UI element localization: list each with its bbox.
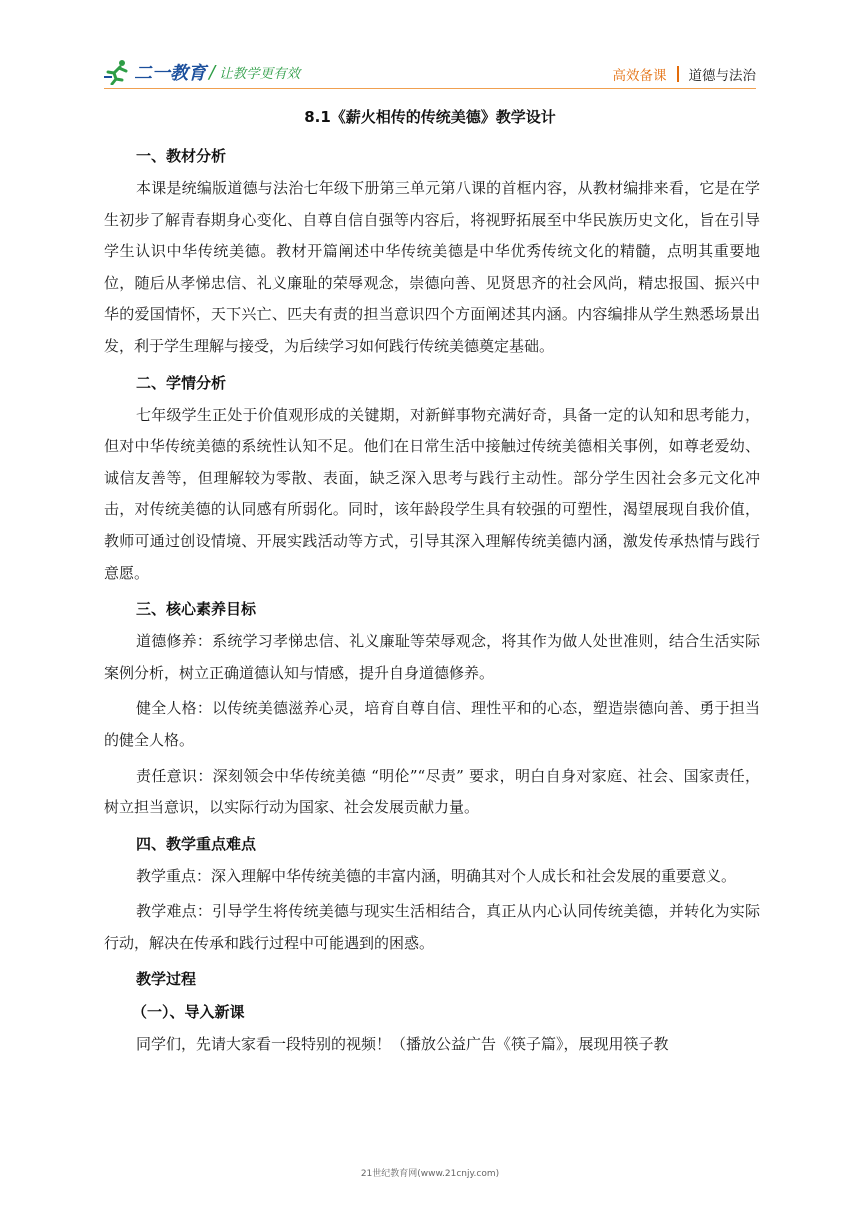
header-subject-label: 道德与法治 [688,68,756,84]
brand-logo[interactable] [104,58,300,86]
header-divider-line [104,88,756,89]
page-header [104,56,756,88]
header-left-label: 高效备课 [612,68,667,84]
subsection-heading-intro: （一）、导入新课 [132,1003,245,1022]
paragraph: 同学们，先请大家看一段特别的视频！（播放公益广告《筷子篇》，展现用筷子教 [136,1035,669,1054]
logo-divider: / [209,61,216,83]
section-heading-student-analysis: 二、学情分析 [136,373,227,392]
paragraph: 七年级学生正处于价值观形成的关键期，对新鲜事物充满好奇，具备一定的认知和思考能力，但对中华传统美德的系统性认知不足。他们在日常生活中接触过传统美德相关事例，如尊老爱幼、诚信友善等，但理解较为零散、表面，缺乏深入思考与践行主动性。部分学生因社会多元文化冲击，对传统美德的认同感有所弱化。同时，该年龄段学生具有较强的可塑性，渴望展现自我价值，教师可通过创设情境、开展实践活动等方式，引导其深入理解传统美德内涵，激发传承热情与践行意愿。 [104,405,760,582]
paragraph: 健全人格：以传统美德滋养心灵，培育自尊自信、理性平和的心态，塑造崇德向善、勇于担当的健全人格。 [104,699,760,749]
document-body [104,140,760,1065]
header-separator [677,66,679,82]
document-title: 8.1《薪火相传的传统美德》教学设计 [304,108,556,126]
section-heading-teaching-process: 教学过程 [136,970,197,989]
section-heading-core-goals: 三、核心素养目标 [136,600,257,619]
header-category [613,64,757,84]
running-man-icon [104,59,132,85]
paragraph: 教学难点：引导学生将传统美德与现实生活相结合，真正从内心认同传统美德，并转化为实际行动，解决在传承和践行过程中可能遇到的困惑。 [104,902,760,952]
paragraph: 教学重点：深入理解中华传统美德的丰富内涵，明确其对个人成长和社会发展的重要意义。 [136,866,737,885]
tagline: 让教学更有效 [219,66,301,82]
paragraph: 责任意识：深刻领会中华传统美德 “明伦”“尽责” 要求，明白自身对家庭、社会、国家责任，树立担当意识，以实际行动为国家、社会发展贡献力量。 [104,766,760,817]
section-heading-textbook-analysis: 一、教材分析 [136,147,227,165]
page-footer: 21世纪教育网(www.21cnjy.com) [360,1169,500,1179]
logo-text: 二一教育 [134,63,206,84]
paragraph: 本课是统编版道德与法治七年级下册第三单元第八课的首框内容，从教材编排来看，它是在学生初步了解青春期身心变化、自尊自信自强等内容后，将视野拓展至中华民族历史文化，旨在引导学生认识中华传统美德。教材开篇阐述中华传统美德是中华优秀传统文化的精髓，点明其重要地位，随后从孝悌忠信、礼义廉耻的荣辱观念，崇德向善、见贤思齐的社会风尚，精忠报国、振兴中华的爱国情怀，天下兴亡、匹夫有责的担当意识四个方面阐述其内涵。内容编排从学生熟悉场景出发，利于学生理解与接受，为后续学习如何践行传统美德奠定基础。 [104,179,760,355]
paragraph: 道德修养：系统学习孝悌忠信、礼义廉耻等荣辱观念，将其作为做人处世准则，结合生活实际案例分析，树立正确道德认知与情感，提升自身道德修养。 [104,632,760,682]
section-heading-key-points: 四、教学重点难点 [136,834,257,853]
